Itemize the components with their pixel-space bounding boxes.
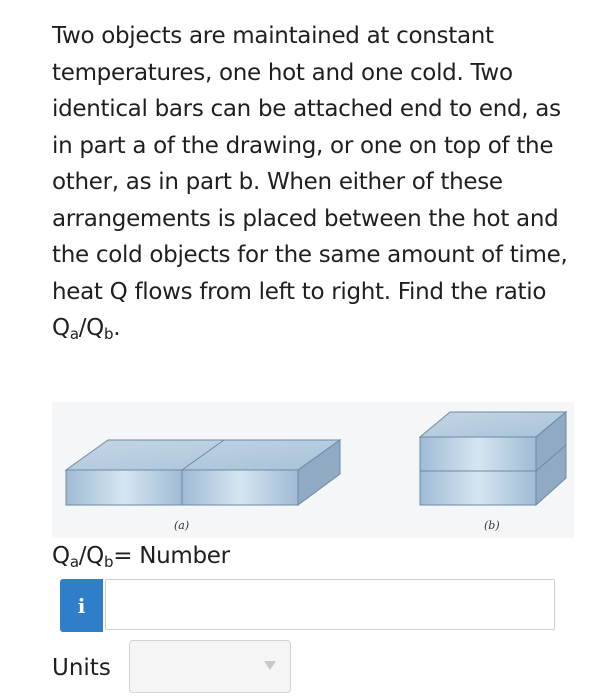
caption-a: (a) <box>174 519 190 532</box>
bars-figure <box>52 402 574 538</box>
arrangement-a <box>66 440 340 505</box>
caret-down-icon <box>264 661 276 670</box>
question-text: Two objects are maintained at constant temperatures, one hot and one cold. Two identical bars can be attached end to end, as in part a of the drawing, or one on top of the other, as in part b. When either of these arrangements is placed between the hot and the cold objects for the same amount of time, heat Q flows from left to right. Find the ratio $Q_a/Q_b$. <box>52 23 568 343</box>
caption-b: (b) <box>484 519 500 532</box>
info-icon: i <box>77 593 86 618</box>
answer-label: $Q_a/Q_b=$ Number <box>52 543 230 571</box>
units-label: Units <box>52 655 111 681</box>
arrangement-b <box>420 412 566 505</box>
units-dropdown[interactable] <box>129 640 291 693</box>
number-input[interactable] <box>105 579 555 630</box>
info-button[interactable] <box>60 579 103 632</box>
bars-illustration <box>52 402 574 538</box>
answer-row <box>60 579 556 632</box>
